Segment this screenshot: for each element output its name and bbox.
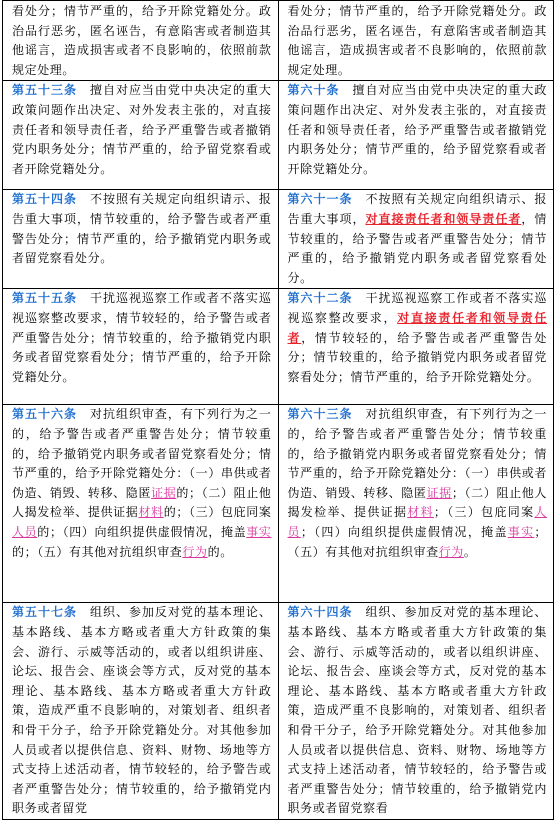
table-row	[3, 81, 554, 190]
changed-text: 证据	[151, 485, 177, 500]
table-row	[3, 603, 554, 820]
clause-text: ，情节较重的，给予警告或者严重警告处分；情节严重的，给予撤销党内职务或者留党察看处分。	[287, 211, 548, 285]
new-version-cell	[278, 603, 554, 820]
old-version-cell	[3, 289, 279, 405]
clause-text: ；（三）包庇同案	[433, 505, 535, 520]
clause-text: 的；（三）包庇同案	[163, 505, 272, 520]
old-version-cell	[3, 1, 279, 81]
changed-text: 人员	[12, 524, 38, 539]
article-number: 第五十七条	[12, 605, 77, 620]
added-text: 对直接责任者和领导责任者	[365, 211, 522, 226]
article-number: 第六十四条	[287, 605, 353, 620]
old-version-cell	[3, 603, 279, 820]
article-number: 第六十条	[287, 83, 340, 98]
clause-text: 不按照有关规定向组织请示、报告重大事项，情节较重的，给予警告或者严重警告处分；情节严重的，给予撤销党内职务或者留党察看处分。	[12, 192, 272, 266]
new-version-cell	[278, 405, 554, 603]
clause-text: 看处分；情节严重的，给予开除党籍处分。政治品行恶劣，匿名诬告，有意陷害或者制造其他谣言，造成损害或者不良影响的，依照前款规定处理。	[12, 4, 272, 77]
clause-text: 的；（四）向组织提供虚假情况，掩盖	[37, 524, 247, 539]
new-version-cell	[278, 289, 554, 405]
clause-text: ，情节较轻的，给予警告或者严重警告处分；情节较重的，给予撤销党内职务或者留党察看处分；情节严重的，给予开除党籍处分。	[287, 330, 547, 384]
clause-text: ；（五）有其他对抗组织审查	[287, 524, 547, 559]
comparison-table-body	[3, 1, 554, 820]
changed-text: 材料	[407, 505, 434, 520]
table-row	[3, 405, 554, 603]
new-version-cell	[278, 81, 554, 190]
clause-text: ；（四）向组织提供虚假情况，掩盖	[300, 524, 508, 539]
old-version-cell	[3, 190, 279, 289]
clause-text: 干扰巡视巡察工作或者不落实巡视巡察整改要求，	[287, 291, 547, 325]
clause-text: 看处分；情节严重的，给予开除党籍处分。政治品行恶劣，匿名诬告，有意陷害或者制造其他谣言，造成损害或者不良影响的，依照前款规定处理。	[287, 4, 547, 77]
changed-text: 行为	[182, 544, 208, 559]
new-version-cell	[278, 1, 554, 81]
article-number: 第六十三条	[287, 407, 353, 422]
changed-text: 证据	[426, 485, 452, 500]
old-version-cell	[3, 405, 279, 603]
comparison-table	[2, 0, 554, 820]
clause-text: 的；（五）有其他对抗组织审查	[12, 544, 183, 559]
clause-text: 不按照有关规定向组织请示、报告重大事项，	[287, 192, 547, 226]
article-number: 第六十二条	[287, 291, 353, 306]
article-number: 第五十六条	[12, 407, 77, 422]
old-version-cell	[3, 81, 279, 190]
changed-text: 人员	[287, 505, 547, 539]
clause-text: 的。	[207, 544, 233, 559]
changed-text: 行为	[438, 544, 464, 559]
clause-text: 擅自对应当由党中央决定的重大政策问题作出决定、对外发表主张的，对直接责任者和领导责任者，给予严重警告或者撤销党内职务处分；情节严重的，给予留党察看或者开除党籍处分。	[287, 83, 547, 176]
table-row	[3, 289, 554, 405]
clause-text: 对抗组织审查，有下列行为之一的，给予警告或者严重警告处分；情节较重的，给予撤销党内职务或者留党察看处分；情节严重的，给予开除党籍处分：（一）串供或者伪造、销毁、转移、隐匿	[287, 407, 547, 500]
clause-text: 的；（二）阻止他人揭发检举、提供证据	[12, 485, 272, 520]
article-number: 第五十四条	[12, 192, 77, 207]
clause-text: 组织、参加反对党的基本理论、基本路线、基本方略或者重大方针政策的集会、游行、示威等活动的，或者以组织讲座、论坛、报告会、座谈会等方式，反对党的基本理论、基本路线、基本方略或者重大方针政策，造成严重不良影响的，对策划者、组织者和骨干分子，给予开除党籍处分。对其他参加人员或者以提供信息、资料、财物、场地等方式支持上述活动者，情节较轻的，给予警告或者严重警告处分；情节较重的，给予撤销党内职务或者留党察看	[287, 605, 547, 816]
clause-text: ；（二）阻止他人揭发检举、提供证据	[287, 485, 547, 520]
clause-text: 对抗组织审查，有下列行为之一的，给予警告或者严重警告处分；情节较重的，给予撤销党内职务或者留党察看处分；情节严重的，给予开除党籍处分：（一）串供或者伪造、销毁、转移、隐匿	[12, 407, 272, 500]
article-number: 第五十三条	[12, 83, 77, 98]
changed-text: 事实	[507, 524, 535, 539]
new-version-cell	[278, 190, 554, 289]
changed-text: 材料	[138, 505, 164, 520]
clause-text: 。	[463, 544, 477, 559]
clause-text: 擅自对应当由党中央决定的重大政策问题作出决定、对外发表主张的，对直接责任者和领导责任者，给予严重警告或者撤销党内职务处分；情节严重的，给予留党察看或者开除党籍处分。	[12, 83, 272, 176]
added-text: 对直接责任者和领导责任者	[287, 310, 547, 345]
clause-text: 组织、参加反对党的基本理论、基本路线、基本方略或者重大方针政策的集会、游行、示威等活动的，或者以组织讲座、论坛、报告会、座谈会等方式，反对党的基本理论、基本路线、基本方略或者重大方针政策，造成严重不良影响的，对策划者、组织者和骨干分子，给予开除党籍处分。对其他参加人员或者以提供信息、资料、财物、场地等方式支持上述活动者，情节较轻的，给予警告或者严重警告处分；情节较重的，给予撤销党内职务或者留党	[12, 605, 272, 816]
article-number: 第六十一条	[287, 192, 353, 207]
changed-text: 事实	[246, 524, 272, 539]
article-number: 第五十五条	[12, 291, 77, 306]
table-row	[3, 1, 554, 81]
table-row	[3, 190, 554, 289]
clause-text: 干扰巡视巡察工作或者不落实巡视巡察整改要求，情节较轻的，给予警告或者严重警告处分；情节较重的，给予撤销党内职务或者留党察看处分；情节严重的，给予开除党籍处分。	[12, 291, 272, 384]
